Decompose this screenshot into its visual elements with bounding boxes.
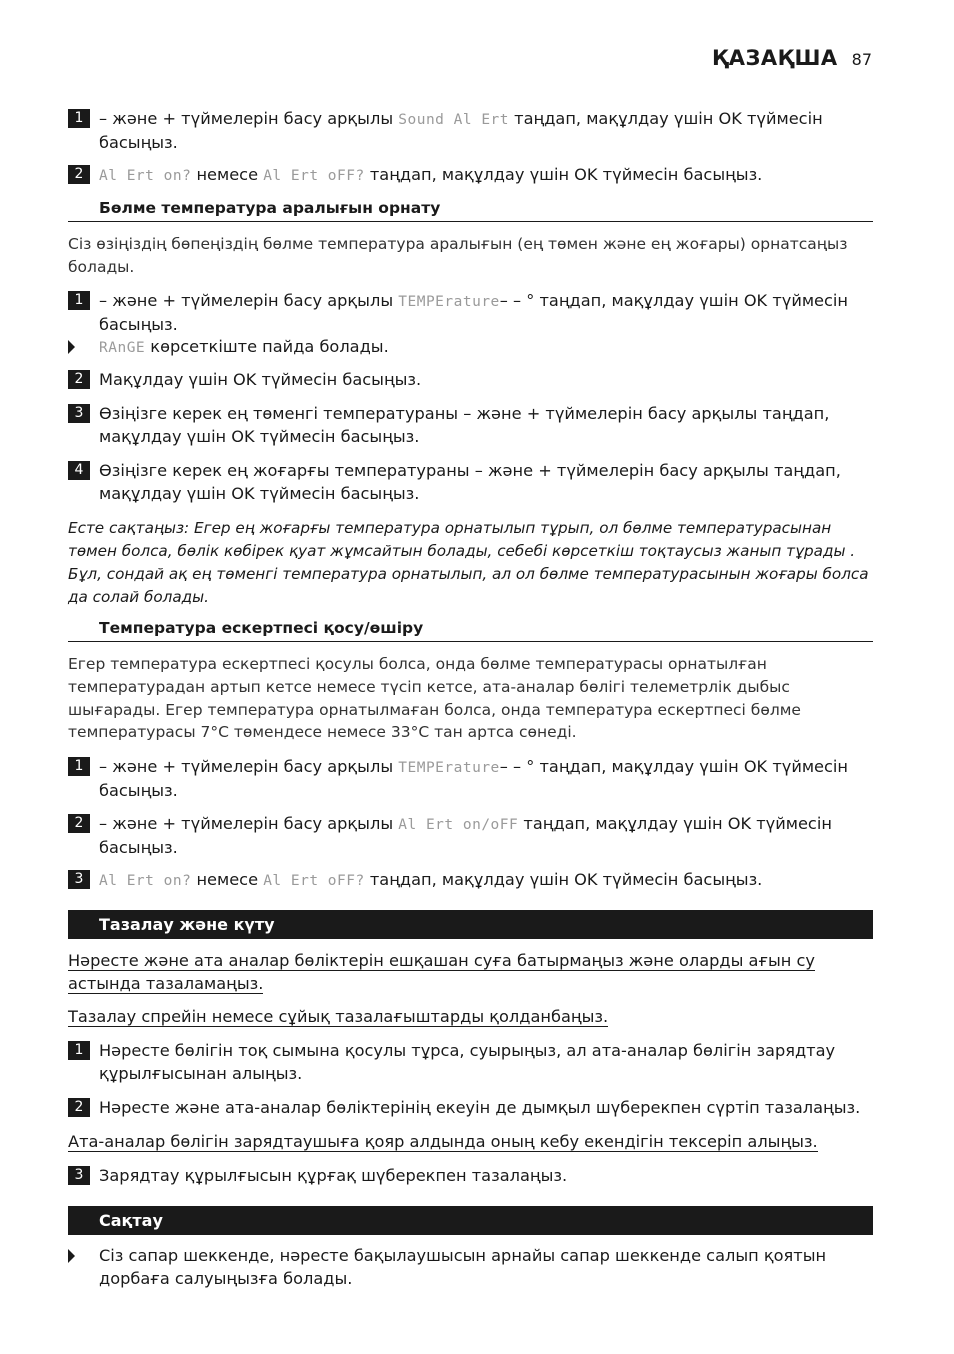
section-heading-text: Температура ескертпесі қосу/өшіру (99, 619, 424, 637)
warning-line: Нәресте және ата аналар бөліктерін ешқашан суға батырмаңыз және оларды ағын су (68, 951, 815, 970)
step-2 (68, 164, 873, 188)
lcd-text: Al Ert oFF? (263, 873, 365, 889)
step-text: таңдап, мақұлдау үшін OK түймесін басыңыз. (99, 109, 823, 152)
section-bar-heading (68, 910, 873, 939)
warning-line: астында тазаламаңыз. (68, 973, 264, 993)
section-heading (68, 199, 873, 222)
page-header (712, 46, 872, 70)
step-number: 3 (68, 1166, 90, 1185)
step-text: – – ° таңдап, мақұлдау үшін OK түймесін басыңыз. (99, 757, 849, 800)
step-text: Мақұлдау үшін OK түймесін басыңыз. (99, 370, 422, 389)
step-text: – – ° таңдап, мақұлдау үшін OK түймесін басыңыз. (99, 291, 849, 334)
section-heading-text: Сақтау (99, 1211, 163, 1230)
warning-line: Ата-аналар бөлігін зарядтаушыға қояр алдында оның кебу екендігін тексеріп алыңыз. (68, 1132, 818, 1151)
step-number: 3 (68, 404, 90, 423)
section-heading-text: Бөлме температура аралығын орнату (99, 199, 441, 217)
step-text: – және + түймелерін басу арқылы (99, 757, 399, 776)
bullet-text: Сіз сапар шеккенде, нәресте бақылаушысын арнайы сапар шеккенде салып қоятын дорбаға салуыңызға болады. (99, 1246, 827, 1288)
intro-paragraph: Егер температура ескертпесі қосулы болса, онда бөлме температурасы орнатылған температурадан артып кетсе немесе түсіп кетсе, ата-аналар бөлігі телеметрлік дыбыс шығарады. Егер температура орнатылмаған болса, онда температура ескертпесі бөлме температурасы 7°C төмендесе немесе 33°C тан артса сөнеді. (68, 655, 801, 742)
step-number: 4 (68, 461, 90, 480)
step-2 (68, 369, 873, 392)
section-bar-heading (68, 1206, 873, 1235)
note-paragraph: Есте сақтаңыз: Егер ең жоғарғы температура орнатылып тұрып, ол бөлме температурасынан төмен болса, бөлік көбірек қуат жұмсайтын болады, себебі көрсеткіш тоқтаусыз жанып тұрады . Бұл, сондай ақ ең төменгі температура орнатылып, ал ол бөлме температурасынын жоғары болса да солай болады. (68, 519, 869, 606)
warning-text (68, 1006, 608, 1029)
step-text: таңдап, мақұлдау үшін OK түймесін басыңыз. (99, 814, 832, 857)
step-number: 1 (68, 109, 90, 128)
step-3 (68, 1165, 873, 1188)
lcd-text: Al Ert oFF? (263, 168, 365, 184)
step-text: немесе (191, 165, 264, 184)
step-number: 2 (68, 165, 90, 184)
step-number: 1 (68, 757, 90, 776)
result-bullet (68, 336, 873, 360)
step-1 (68, 108, 873, 154)
step-3 (68, 869, 873, 893)
step-text: Өзіңізге керек ең төменгі температураны – және + түймелерін басу арқылы таңдап, мақұлдау үшін OK түймесін басыңыз. (99, 404, 830, 446)
section-heading-text: Тазалау және күту (99, 915, 275, 934)
step-text: немесе (191, 870, 264, 889)
lcd-text: TEMPErature (398, 294, 500, 310)
page-number: 87 (851, 50, 872, 69)
step-number: 2 (68, 1098, 90, 1117)
step-text: – және + түймелерін басу арқылы (99, 109, 399, 128)
lcd-text: Sound Al Ert (398, 112, 510, 128)
bullet-icon (68, 1249, 75, 1263)
step-1 (68, 756, 873, 802)
step-text: таңдап, мақұлдау үшін OK түймесін басыңыз. (364, 165, 763, 184)
step-3 (68, 403, 873, 448)
lcd-text: RAnGE (99, 340, 146, 356)
step-text: Нәресте және ата-аналар бөліктерінің екеуін де дымқыл шүберекпен сүртіп тазалаңыз. (99, 1098, 861, 1117)
step-1 (68, 290, 873, 336)
lcd-text: TEMPErature (398, 760, 500, 776)
lcd-text: Al Ert on? (99, 168, 192, 184)
step-text: таңдап, мақұлдау үшін OK түймесін басыңыз. (364, 870, 763, 889)
step-4 (68, 460, 873, 505)
warning-line: Тазалау спрейін немесе сұйық тазалағыштарды қолданбаңыз. (68, 1007, 609, 1026)
step-number: 3 (68, 870, 90, 889)
step-text: Өзіңізге керек ең жоғарғы температураны – және + түймелерін басу арқылы таңдап, мақұлдау үшін OK түймесін басыңыз. (99, 461, 841, 503)
step-number: 2 (68, 814, 90, 833)
step-number: 2 (68, 370, 90, 389)
warning-text (68, 950, 815, 995)
language-title: ҚАЗАҚША (711, 46, 838, 70)
storage-bullet (68, 1245, 873, 1290)
bullet-icon (68, 340, 75, 354)
lcd-text: Al Ert on/oFF (398, 817, 519, 833)
section-heading (68, 619, 873, 642)
step-text: Зарядтау құрылғысын құрғақ шүберекпен тазалаңыз. (99, 1166, 568, 1185)
lcd-text: Al Ert on? (99, 873, 192, 889)
step-text: – және + түймелерін басу арқылы (99, 814, 399, 833)
step-1 (68, 1040, 873, 1085)
intro-paragraph: Сіз өзіңіздің бөпеңіздің бөлме температура аралығын (ең төмен және ең жоғары) орнатсаңыз болады. (68, 235, 848, 276)
step-number: 1 (68, 1041, 90, 1060)
step-text: – және + түймелерін басу арқылы (99, 291, 399, 310)
bullet-text: көрсеткіште пайда болады. (145, 337, 389, 356)
step-2 (68, 1097, 873, 1120)
step-2 (68, 813, 873, 859)
step-number: 1 (68, 291, 90, 310)
warning-text (68, 1131, 818, 1154)
step-text: Нәресте бөлігін тоқ сымына қосулы тұрса, суырыңыз, ал ата-аналар бөлігін зарядтау құрылғысынан алыңыз. (99, 1041, 836, 1083)
